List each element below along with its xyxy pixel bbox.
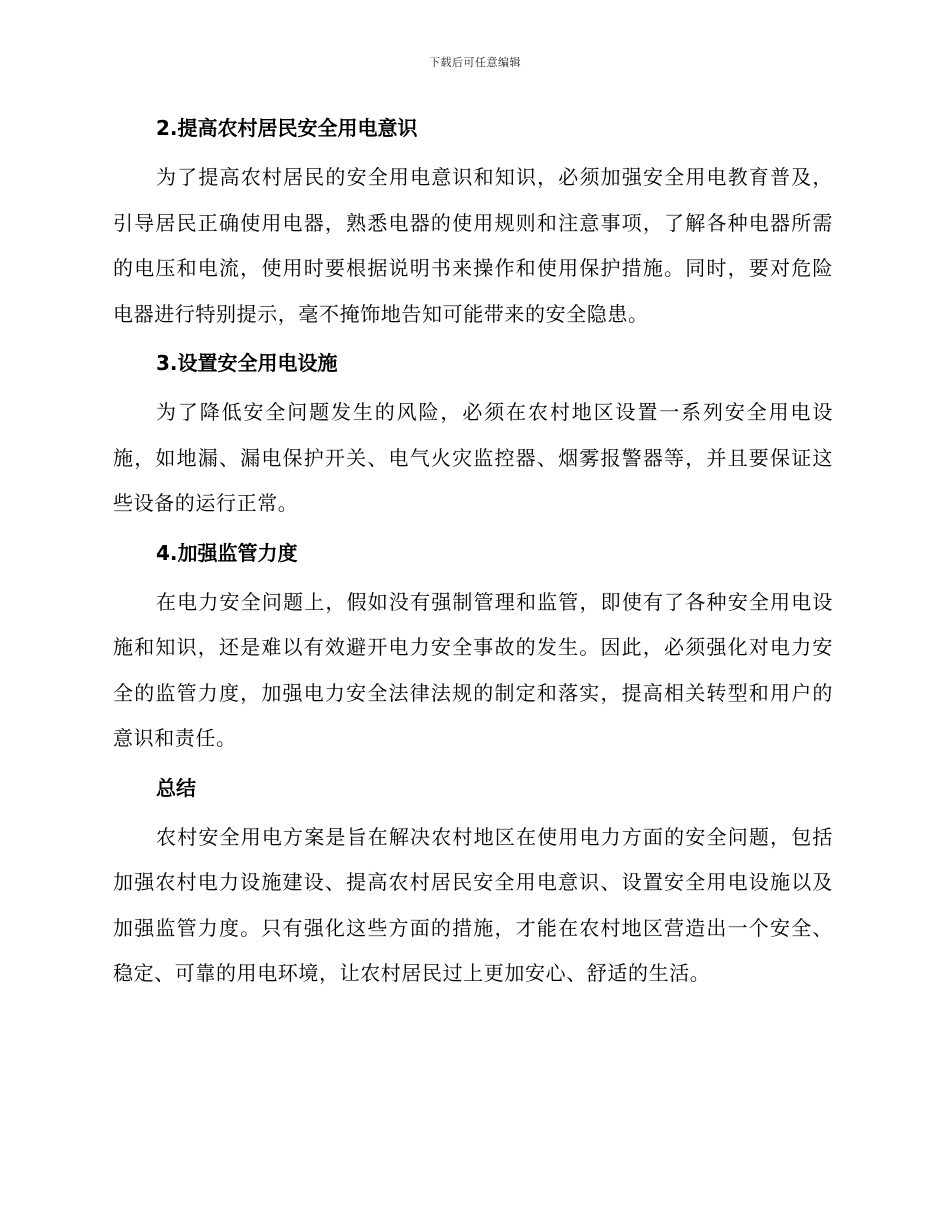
- section-paragraph: 为了降低安全问题发生的风险，必须在农村地区设置一系列安全用电设施，如地漏、漏电保护开关、电气火灾监控器、烟雾报警器等，并且要保证这些设备的运行正常。: [113, 400, 833, 515]
- section-paragraph: 在电力安全问题上，假如没有强制管理和监管，即使有了各种安全用电设施和知识，还是难以有效避开电力安全事故的发生。因此，必须强化对电力安全的监管力度，加强电力安全法律法规的制定和落实，提高相关转型和用户的意识和责任。: [113, 589, 833, 750]
- section-summary: [113, 771, 833, 997]
- page-header: 下载后可任意编辑: [429, 56, 521, 69]
- document-body: [113, 111, 833, 1006]
- section-4: [113, 536, 833, 762]
- section-heading: 总结: [156, 775, 196, 800]
- section-heading: 3.设置安全用电设施: [156, 351, 338, 375]
- section-paragraph: 农村安全用电方案是旨在解决农村地区在使用电力方面的安全问题，包括加强农村电力设施建设、提高农村居民安全用电意识、设置安全用电设施以及加强监管力度。只有强化这些方面的措施，才能在农村地区营造出一个安全、稳定、可靠的用电环境，让农村居民过上更加安心、舒适的生活。: [113, 824, 833, 985]
- section-3: [113, 346, 833, 527]
- section-paragraph: 为了提高农村居民的安全用电意识和知识，必须加强安全用电教育普及，引导居民正确使用电器，熟悉电器的使用规则和注意事项，了解各种电器所需的电压和电流，使用时要根据说明书来操作和使用保护措施。同时，要对危险电器进行特别提示，毫不掩饰地告知可能带来的安全隐患。: [113, 165, 833, 326]
- section-heading: 2.提高农村居民安全用电意识: [156, 116, 418, 140]
- section-heading: 4.加强监管力度: [156, 540, 298, 565]
- section-2: [113, 111, 833, 337]
